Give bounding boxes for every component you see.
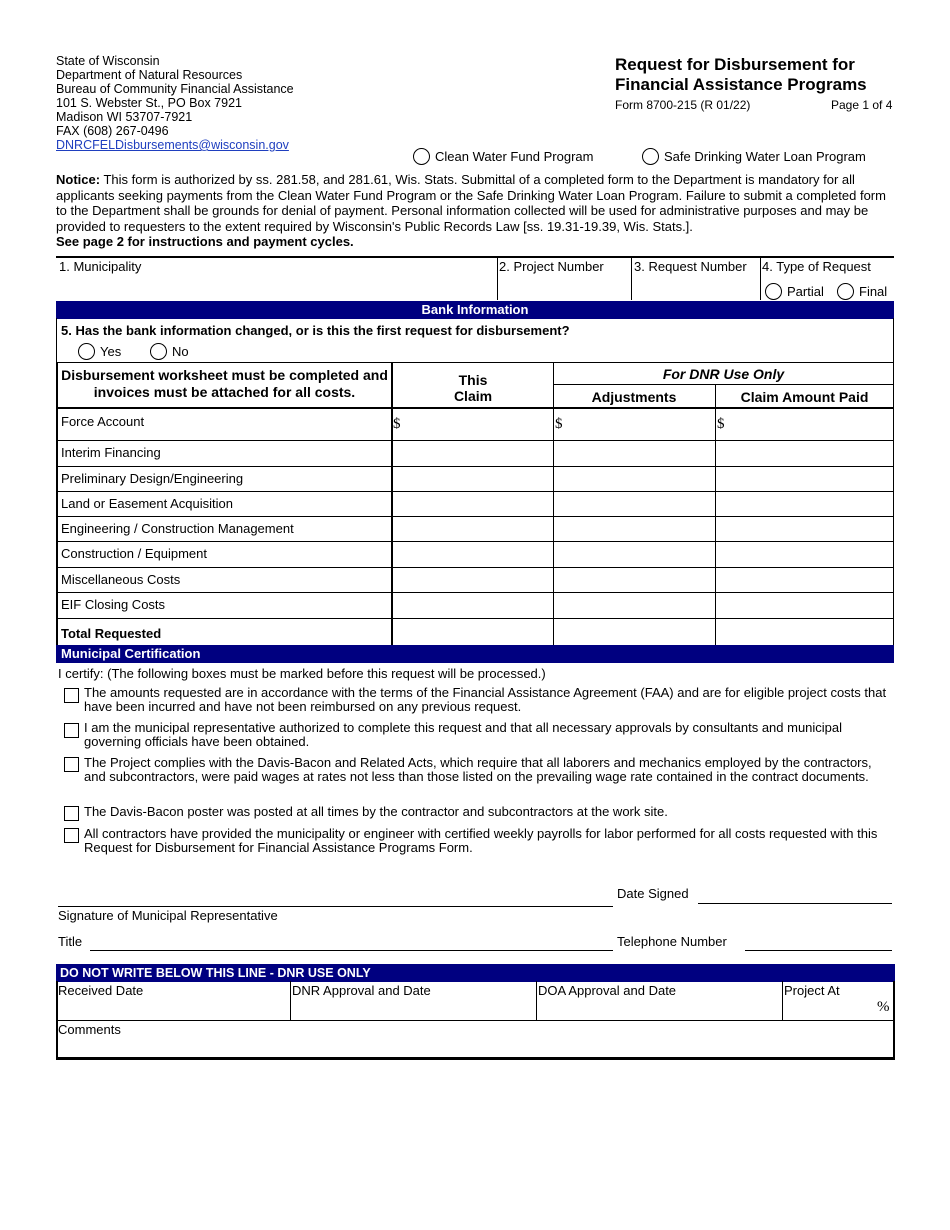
certify-checkbox-2[interactable] xyxy=(64,723,79,738)
address-line: Bureau of Community Financial Assistance xyxy=(56,82,294,96)
date-signed-label: Date Signed xyxy=(617,886,689,901)
row-label: Preliminary Design/Engineering xyxy=(61,471,244,486)
municipality-field[interactable]: 1. Municipality xyxy=(59,259,142,274)
email-link[interactable]: DNRCFELDisbursements@wisconsin.gov xyxy=(56,138,289,152)
currency-symbol: $ xyxy=(555,416,563,432)
this-claim-header: This Claim xyxy=(453,372,493,404)
dnr-use-only-header: DO NOT WRITE BELOW THIS LINE - DNR USE ONLY xyxy=(56,964,895,982)
costs-header-description: Disbursement worksheet must be completed and invoices must be attached for all costs. xyxy=(61,367,388,400)
address-line: FAX (608) 267-0496 xyxy=(56,124,169,138)
certify-checkbox-5[interactable] xyxy=(64,828,79,843)
certify-item: The Project complies with the Davis-Bacon and Related Acts, which require that all laborers and mechanics employed by the contractors, and subcontractors, were paid wages at rates not less than those listed on the prevailing wage rate contained in the contract documents. xyxy=(84,755,872,784)
program-clean-water[interactable] xyxy=(413,148,593,165)
project-number-field[interactable]: 2. Project Number xyxy=(499,259,604,274)
notice xyxy=(56,172,896,250)
title-line: Request for Disbursement for xyxy=(615,55,855,74)
table-row xyxy=(56,408,894,440)
table-row xyxy=(56,541,894,567)
radio-icon[interactable] xyxy=(150,343,167,360)
row-label: EIF Closing Costs xyxy=(61,597,166,612)
bank-question: 5. Has the bank information changed, or is this the first request for disbursement? xyxy=(61,323,570,338)
radio-label: Final xyxy=(859,284,888,299)
certify-item: I am the municipal representative authorized to complete this request and that all necessary approvals by consultants and municipal governing officials have been obtained. xyxy=(84,720,843,749)
bank-no-radio[interactable] xyxy=(150,343,189,360)
agency-address xyxy=(56,54,294,152)
table-row-total xyxy=(56,618,894,646)
table-row xyxy=(56,491,894,516)
row-label: Miscellaneous Costs xyxy=(61,572,181,587)
table-row xyxy=(56,466,894,491)
row-label: Force Account xyxy=(61,414,145,429)
telephone-field[interactable] xyxy=(745,950,892,951)
amount-paid-header: Claim Amount Paid xyxy=(740,389,869,405)
address-line: Madison WI 53707-7921 xyxy=(56,110,193,124)
received-date-label: Received Date xyxy=(58,983,144,998)
currency-symbol: $ xyxy=(717,416,725,432)
row-label: Interim Financing xyxy=(61,445,161,460)
radio-label: Yes xyxy=(100,344,122,359)
page-number: Page 1 of 4 xyxy=(831,98,893,112)
percent-sign: % xyxy=(877,999,890,1015)
address-line: Department of Natural Resources xyxy=(56,68,243,82)
date-signed-field[interactable] xyxy=(698,903,892,904)
radio-label: Safe Drinking Water Loan Program xyxy=(664,149,866,164)
certify-checkbox-4[interactable] xyxy=(64,806,79,821)
radio-label: Clean Water Fund Program xyxy=(435,149,594,164)
request-number-field[interactable]: 3. Request Number xyxy=(634,259,747,274)
table-row xyxy=(56,567,894,592)
final-radio[interactable] xyxy=(837,283,887,300)
title-label: Title xyxy=(58,934,83,949)
partial-radio[interactable] xyxy=(765,283,824,300)
row-label: Construction / Equipment xyxy=(61,546,207,561)
notice-label: Notice: xyxy=(56,172,101,187)
address-line: 101 S. Webster St., PO Box 7921 xyxy=(56,96,242,110)
row-label: Land or Easement Acquisition xyxy=(61,496,233,511)
certify-checkbox-1[interactable] xyxy=(64,688,79,703)
table-row xyxy=(56,516,894,541)
certify-item: All contractors have provided the municipality or engineer with certified weekly payrolls for labor performed for all costs requested with this Request for Disbursement for Financial Assistance Programs Form. xyxy=(84,826,878,855)
form-number: Form 8700-215 (R 01/22) xyxy=(615,98,751,112)
signature-field[interactable] xyxy=(58,906,613,907)
certify-checkbox-3[interactable] xyxy=(64,757,79,772)
row-label: Engineering / Construction Management xyxy=(61,521,294,536)
dnr-approval-label: DNR Approval and Date xyxy=(292,983,431,998)
radio-label: Partial xyxy=(787,284,824,299)
radio-icon[interactable] xyxy=(837,283,854,300)
doa-approval-label: DOA Approval and Date xyxy=(538,983,677,998)
address-line: State of Wisconsin xyxy=(56,54,160,68)
radio-icon[interactable] xyxy=(413,148,430,165)
adjustments-header: Adjustments xyxy=(591,389,677,405)
notice-text: This form is authorized by ss. 281.58, and 281.61, Wis. Stats. Submittal of a completed form to the Department is mandatory for all applicants seeking payments from the Clean Water Fund Program or the Safe Drinking Water Loan Program. Failure to submit a completed form to the Department shall be grounds for denial of payment. Personal information collected will be used for administrative purposes and may be provided to requesters to the extent required by Wisconsin's Public Records Law [ss. 19.31-19.39, Wis. Stats.]. xyxy=(56,172,886,234)
radio-icon[interactable] xyxy=(765,283,782,300)
program-safe-drinking-water[interactable] xyxy=(642,148,866,165)
radio-icon[interactable] xyxy=(78,343,95,360)
bank-information-header: Bank Information xyxy=(56,301,894,319)
certify-item: The Davis-Bacon poster was posted at all times by the contractor and subcontractors at the work site. xyxy=(84,804,668,819)
municipal-certification-header: Municipal Certification xyxy=(56,645,894,663)
form-title xyxy=(615,55,867,95)
bank-yes-radio[interactable] xyxy=(78,343,121,360)
radio-label: No xyxy=(172,344,189,359)
certify-item: The amounts requested are in accordance with the terms of the Financial Assistance Agreement (FAA) and are for eligible project costs that have been incurred and have not been reimbursed on any previous request. xyxy=(84,685,887,714)
title-line: Financial Assistance Programs xyxy=(615,75,867,94)
row-label: Total Requested xyxy=(61,626,162,641)
signature-label: Signature of Municipal Representative xyxy=(58,908,278,923)
certify-intro: I certify: (The following boxes must be marked before this request will be processed.) xyxy=(58,666,546,681)
comments-label: Comments xyxy=(58,1022,121,1037)
project-at-label: Project At xyxy=(784,983,840,998)
dnr-use-header: For DNR Use Only xyxy=(662,366,785,382)
type-of-request-label: 4. Type of Request xyxy=(762,259,871,274)
table-row xyxy=(56,592,894,618)
title-field[interactable] xyxy=(90,950,613,951)
table-row xyxy=(56,440,894,466)
currency-symbol: $ xyxy=(393,416,401,432)
notice-instructions: See page 2 for instructions and payment cycles. xyxy=(56,234,354,249)
radio-icon[interactable] xyxy=(642,148,659,165)
telephone-label: Telephone Number xyxy=(617,934,727,949)
